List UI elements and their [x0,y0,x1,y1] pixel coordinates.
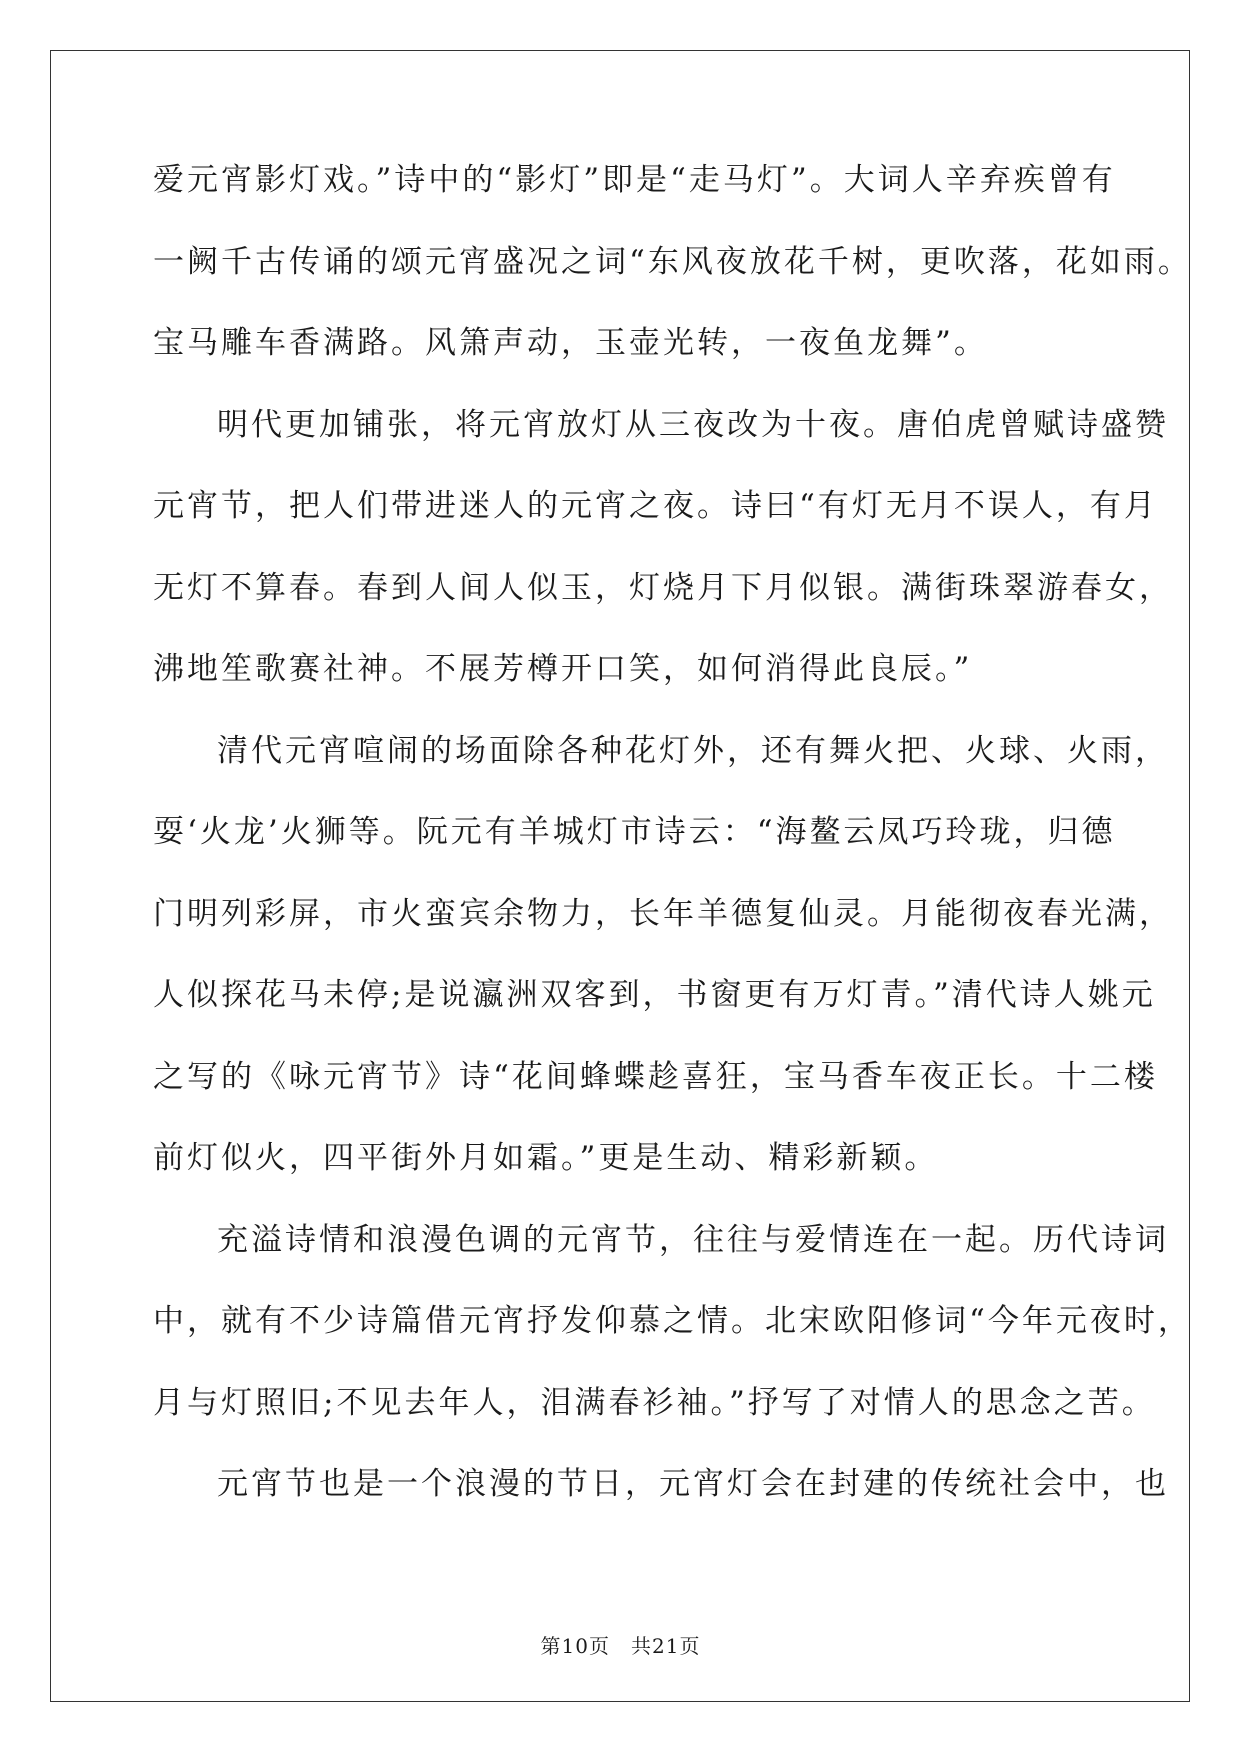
text-line: 之写的《咏元宵节》诗“花间蜂蝶趁喜狂，宝马香车夜正长。十二楼 [153,1058,1158,1095]
text-line: 爱元宵影灯戏。”诗中的“影灯”即是“走马灯”。大词人辛弃疾曾有 [153,162,1116,198]
text-line: 元宵节，把人们带进迷人的元宵之夜。诗曰“有灯无月不误人，有月 [153,488,1158,524]
text-line: 沸地笙歌赛社神。不展芳樽开口笑，如何消得此良辰。” [153,651,973,687]
text-line: 元宵节也是一个浪漫的节日，元宵灯会在封建的传统社会中，也 [217,1466,1169,1502]
text-line: 人似探花马未停;是说瀛洲双客到，书窗更有万灯青。”清代诗人姚元 [153,977,1156,1013]
text-line: 无灯不算春。春到人间人似玉，灯烧月下月似银。满街珠翠游春女， [153,569,1173,606]
document-body [153,160,1192,1546]
text-line: 宝马雕车香满路。风箫声动，玉壶光转，一夜鱼龙舞”。 [153,325,988,361]
text-line: 月与灯照旧;不见去年人，泪满春衫袖。”抒写了对情人的思念之苦。 [153,1384,1156,1421]
text-line: 清代元宵喧闹的场面除各种花灯外，还有舞火把、火球、火雨， [217,732,1169,769]
text-line: 耍‘火龙’火狮等。阮元有羊城灯市诗云：“海鳌云凤巧玲珑，归德 [153,814,1116,850]
page-footer: 第10页 共21页 [540,1634,701,1658]
text-line: 充溢诗情和浪漫色调的元宵节，往往与爱情连在一起。历代诗词 [217,1221,1169,1258]
text-line: 门明列彩屏，市火蛮宾余物力，长年羊德复仙灵。月能彻夜春光满， [153,895,1173,932]
text-line: 一阙千古传诵的颂元宵盛况之词“东风夜放花千树，更吹落，花如雨。 [153,243,1192,280]
text-line: 前灯似火，四平街外月如霜。”更是生动、精彩新颖。 [153,1140,939,1176]
text-line: 明代更加铺张，将元宵放灯从三夜改为十夜。唐伯虎曾赋诗盛赞 [217,406,1169,443]
text-line: 中，就有不少诗篇借元宵抒发仰慕之情。北宋欧阳修词“今年元夜时， [153,1303,1192,1339]
